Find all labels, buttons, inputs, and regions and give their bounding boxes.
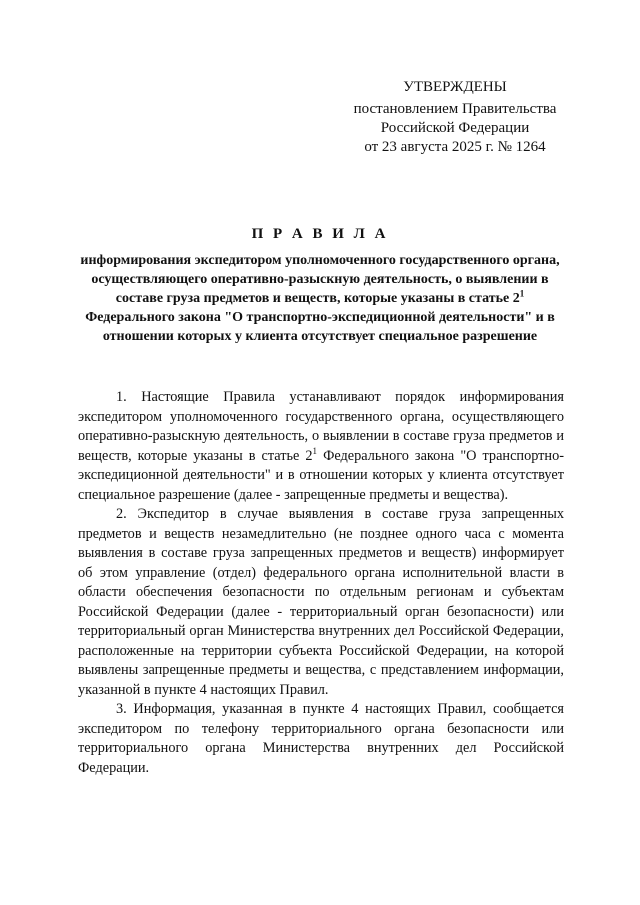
subtitle-text-end: Федерального закона "О транспортно-экспедиционной деятельности" и в отношении которых у клиента отсутствует специальное разрешение <box>85 310 555 344</box>
paragraph-2: 2. Экспедитор в случае выявления в составе груза запрещенных предметов и веществ незамедлительно (не позднее одного часа с момента выявления в составе груза запрещенных предметов и веществ) информирует об этом управление (отдел) федерального органа исполнительной власти в области обеспечения безопасности по отдельным регионам и субъектам Российской Федерации (далее - территориальный орган безопасности) или территориальный орган Министерства внутренних дел Российской Федерации, расположенные на территории субъекта Российской Федерации, на которой выявлены запрещенные предметы и вещества, с представлением информации, указанной в пункте 4 настоящих Правил. <box>78 506 564 698</box>
paragraph-1 <box>78 388 564 505</box>
approval-line-date-number: от 23 августа 2025 г. № 1264 <box>364 139 546 155</box>
paragraph-1-superscript: 1 <box>312 445 318 456</box>
approval-line-authority: Российской Федерации <box>380 120 530 136</box>
approval-block <box>340 78 570 157</box>
document-title: П Р А В И Л А <box>251 226 389 242</box>
paragraph-1-text-start: 1. Настоящие Правила устанавливают порядок информирования экспедитором уполномоченного государственного органа, осуществляющего оперативно-разыскную деятельность, о выявлении в составе груза предметов и веществ, которые указаны в статье 2 <box>78 389 564 464</box>
subtitle-superscript: 1 <box>519 288 525 299</box>
paragraph-3: 3. Информация, указанная в пункте 4 настоящих Правил, сообщается экспедитором по телефону территориального органа безопасности или территориального органа Министерства внутренних дел Российской Федерации. <box>78 701 564 776</box>
approval-heading: УТВЕРЖДЕНЫ <box>403 79 507 95</box>
approval-line-resolution: постановлением Правительства <box>353 101 557 117</box>
paragraph-1-text-end: Федерального закона "О транспортно-экспедиционной деятельности" и в отношении которых у клиента отсутствует специальное разрешение (далее - запрещенные предметы и вещества). <box>78 447 564 503</box>
subtitle-text-start: информирования экспедитором уполномоченного государственного органа, осуществляющего оперативно-разыскную деятельность, о выявлении в составе груза предметов и веществ, которые указаны в статье 2 <box>80 253 560 306</box>
document-subtitle <box>70 251 570 346</box>
document-body <box>78 388 564 778</box>
